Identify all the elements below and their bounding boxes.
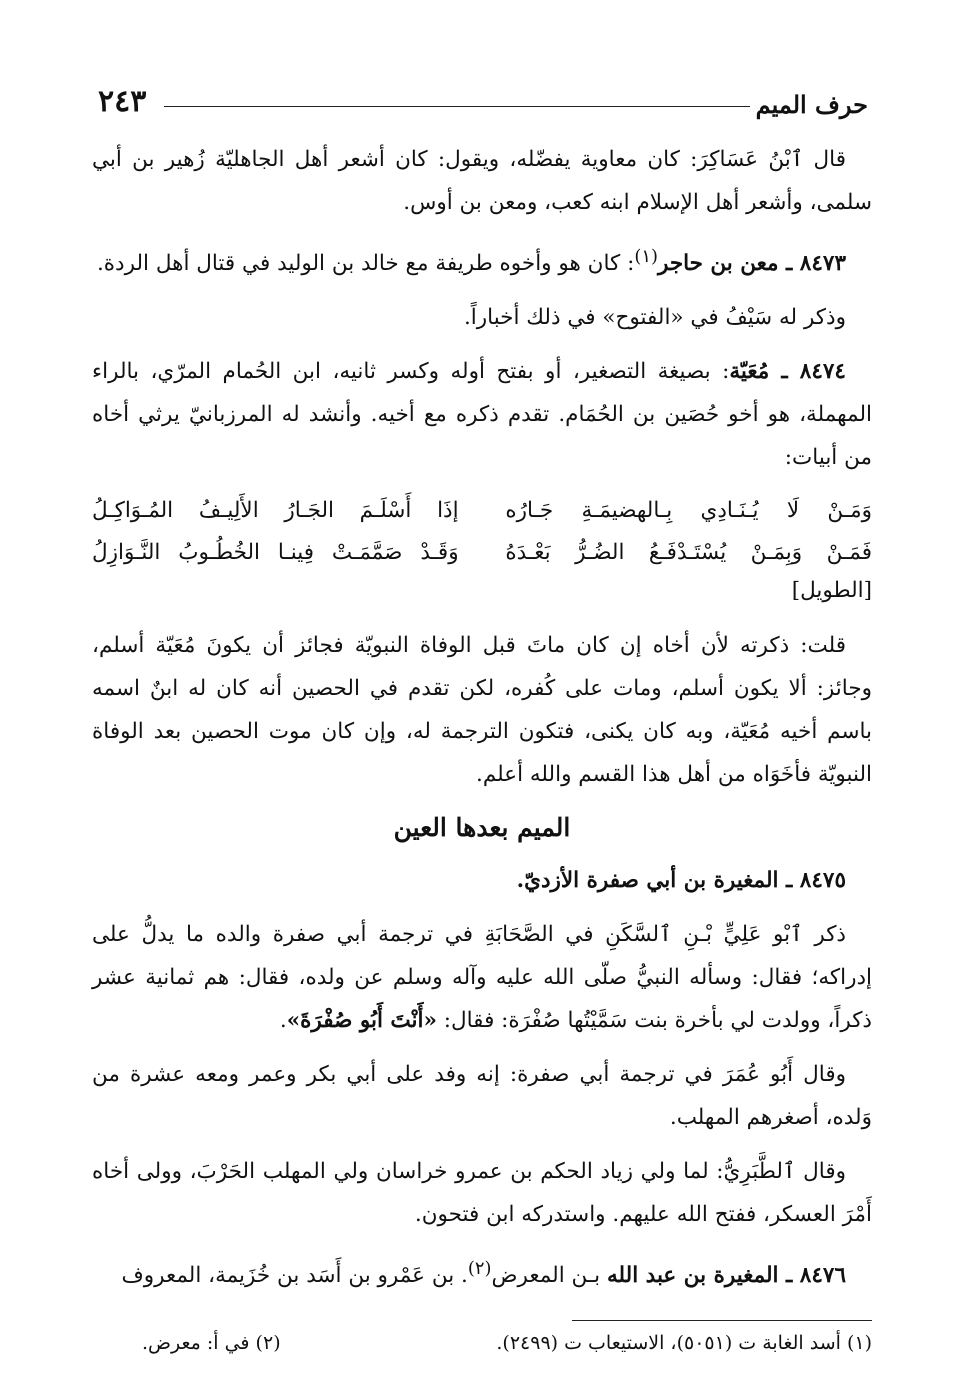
entry-text: : كان هو وأخوه طريفة مع خالد بن الوليد في قتال أهل الردة. bbox=[96, 251, 635, 277]
entry-8475-paragraph-1 bbox=[92, 913, 872, 1042]
verse-first-hemistich: وَمَـنْ لَا يُـنَـادِي بِـالهضيمَـةِ جَـارُه bbox=[505, 498, 872, 524]
entry-8476 bbox=[92, 1247, 872, 1297]
entry-heading: ٨٤٧٤ ـ مُعَيّة bbox=[729, 359, 846, 385]
entry-8475-paragraph-3: وقال ٱلطَّبَرِيُّ: لما ولي زياد الحكم بن عمرو خراسان ولي المهلب الحَرْبَ، وولى أخاه أَمْرَ العسكر، ففتح الله عليهم. واستدركه ابن فتحون. bbox=[92, 1159, 872, 1228]
verse-second-hemistich: إذَا أَسْلَـمَ الجَـارُ الأَلِيـفُ المُـوَاكِـلُ bbox=[92, 498, 459, 524]
header-rule bbox=[164, 106, 750, 107]
footnote-ref: (٢) bbox=[467, 1258, 492, 1280]
paragraph-ibn-asakir: قال ٱبْنُ عَسَاكِرَ: كان معاوية يفضّله، ويقول: كان أشعر أهل الجاهليّة زُهير بن أبي سلمى، وأشعر أهل الإسلام ابنه كعب، ومعن بن أوس. bbox=[92, 147, 872, 215]
footnote-1: (١) أسد الغابة ت (٥٠٥١)، الاستيعاب ت (٢٤٩٩). bbox=[496, 1332, 872, 1354]
entry-8473 bbox=[92, 235, 872, 285]
footnote-row bbox=[92, 1332, 872, 1362]
hadith-quote: «أَنْتَ أَبُو صُفْرَةَ» bbox=[286, 1008, 437, 1034]
page-number: ٢٤٣ bbox=[98, 84, 147, 119]
footnote-2: (٢) في أ: معرض. bbox=[142, 1332, 281, 1354]
footnote-ref: (١) bbox=[634, 246, 658, 267]
entry-text-end: . bbox=[279, 1008, 287, 1034]
page-header bbox=[98, 84, 868, 124]
entry-text: . بن عَمْرو بن أَسَد بن خُزَيمة، المعروف bbox=[121, 1263, 468, 1289]
footnote-rule bbox=[572, 1320, 872, 1321]
entry-8474 bbox=[92, 350, 872, 479]
entry-8475-heading: ٨٤٧٥ ـ المغيرة بن أبي صفرة الأزديّ. bbox=[516, 868, 846, 894]
entry-text: ذكر ٱبْو عَلِيٍّ بْـنِ ٱلسَّكَنِ في الصَّحَابَةِ في ترجمة أبي صفرة والده ما يدلُّ على إدراكه؛ فقال: وسأله النبيُّ صلّى الله عليه وآله وسلم عن ولده، فقال: هم ثمانية عشر ذكراً، وولدت لي بأخرة بنت سَمَّيْتُها صُفْرَة: فقال: bbox=[92, 922, 872, 1034]
poem-meter: [الطويل] bbox=[791, 578, 872, 604]
running-title: حرف الميم bbox=[755, 90, 868, 119]
entry-name-cont: بـن المعرض bbox=[491, 1263, 607, 1289]
verse-first-hemistich: فَمَـنْ وَبِمَـنْ يُسْتَـدْفَـعُ الضُـرُّ بَعْـدَهُ bbox=[505, 540, 872, 566]
poem-verse-2 bbox=[92, 532, 872, 574]
entry-8475-paragraph-2: وقال أَبُو عُمَرَ في ترجمة أبي صفرة: إنه وفد على أبي بكر وعمر ومعه عشرة من وَلده، أصغرهم المهلب. bbox=[92, 1062, 872, 1131]
poem-verse-1 bbox=[92, 490, 872, 532]
section-title: الميم بعدها العين bbox=[393, 813, 571, 843]
page-body bbox=[92, 138, 872, 1308]
paragraph-qultu: قلت: ذكرته لأن أخاه إن كان ماتَ قبل الوفاة النبويّة فجائز أن يكونَ مُعَيّة أسلم، وجائز: ألا يكون أسلم، ومات على كُفره، لكن تقدم في الحصين أنه كان له ابنٌ اسمه باسم أخيه مُعَيّة، وبه كان يكنى، فتكون الترجمة له، وإن كان موت الحصين بعد الوفاة النبويّة فأخَوَاه من أهل هذا القسم والله أعلم. bbox=[92, 633, 872, 788]
verse-second-hemistich: وَقَـدْ صَمَّمَـتْ فِينـا الخُطُـوبُ النَّـوَازِلُ bbox=[92, 540, 459, 566]
entry-heading: ٨٤٧٣ ـ معن بن حاجر bbox=[657, 251, 846, 277]
paragraph-sayf: وذكر له سَيْفُ في «الفتوح» في ذلك أخباراً. bbox=[463, 305, 846, 331]
entry-text: : بصيغة التصغير، أو بفتح أوله وكسر ثانيه، ابن الحُمام المرّي، بالراء المهملة، هو أخو حُصَين بن الحُمَام. تقدم ذكره مع أخيه. وأنشد له المرزبانيّ يرثي أخاه من أبيات: bbox=[92, 359, 872, 471]
entry-heading: ٨٤٧٦ ـ المغيرة بن عبد الله bbox=[607, 1263, 846, 1289]
